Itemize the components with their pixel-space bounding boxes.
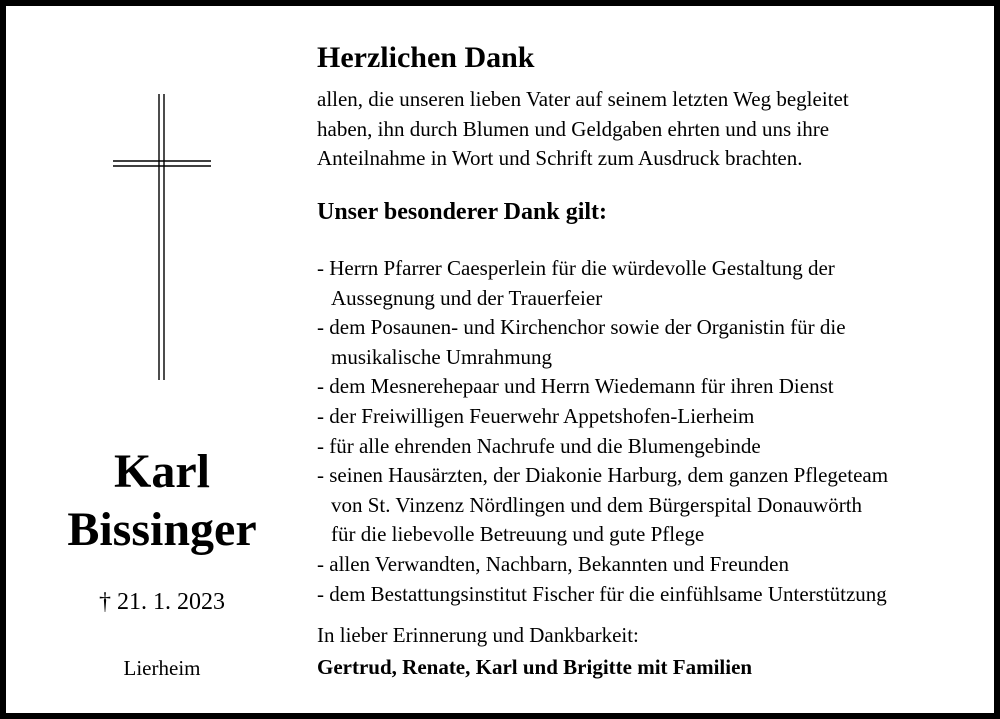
intro-paragraph <box>317 85 849 174</box>
deceased-last-name: Bissinger <box>67 503 257 556</box>
list-item: - der Freiwilligen Feuerwehr Appetshofen-Lierheim <box>317 403 755 428</box>
intro-line: allen, die unseren lieben Vater auf seinem letzten Weg begleitet <box>317 87 849 111</box>
list-item: - Herrn Pfarrer Caesperlein für die würdevolle Gestaltung der <box>317 256 835 280</box>
cross-icon <box>111 92 213 382</box>
list-item: - dem Mesnerehepaar und Herrn Wiedemann für ihren Dienst <box>317 374 834 399</box>
deceased-first-name: Karl <box>114 445 210 498</box>
obituary-card <box>6 6 994 713</box>
list-item: - allen Verwandten, Nachbarn, Bekannten und Freunden <box>317 551 789 576</box>
intro-line: haben, ihn durch Blumen und Geldgaben ehrten und uns ihre <box>317 116 830 141</box>
place-of-residence: Lierheim <box>123 656 201 680</box>
thanks-list <box>317 254 888 609</box>
list-item-continuation: musikalische Umrahmung <box>331 344 553 369</box>
subheading: Unser besonderer Dank gilt: <box>317 199 608 225</box>
list-item: - dem Bestattungsinstitut Fischer für die einfühlsame Unterstützung <box>317 581 887 606</box>
list-item-continuation: von St. Vinzenz Nördlingen und dem Bürgerspital Donauwörth <box>331 492 863 517</box>
list-item-continuation: Aussegnung und der Trauerfeier <box>331 285 603 310</box>
intro-line: Anteilnahme in Wort und Schrift zum Ausdruck brachten. <box>317 146 803 170</box>
list-item: - seinen Hausärzten, der Diakonie Harburg, dem ganzen Pflegeteam <box>317 463 889 488</box>
list-item: - dem Posaunen- und Kirchenchor sowie der Organistin für die <box>317 315 846 340</box>
list-item-continuation: für die liebevolle Betreuung und gute Pflege <box>331 522 705 547</box>
heading: Herzlichen Dank <box>317 41 535 74</box>
closing-line: In lieber Erinnerung und Dankbarkeit: <box>317 623 639 647</box>
death-date: † 21. 1. 2023 <box>99 589 225 615</box>
list-item: - für alle ehrenden Nachrufe und die Blumengebinde <box>317 433 761 458</box>
family-signature: Gertrud, Renate, Karl und Brigitte mit Familien <box>317 655 753 679</box>
